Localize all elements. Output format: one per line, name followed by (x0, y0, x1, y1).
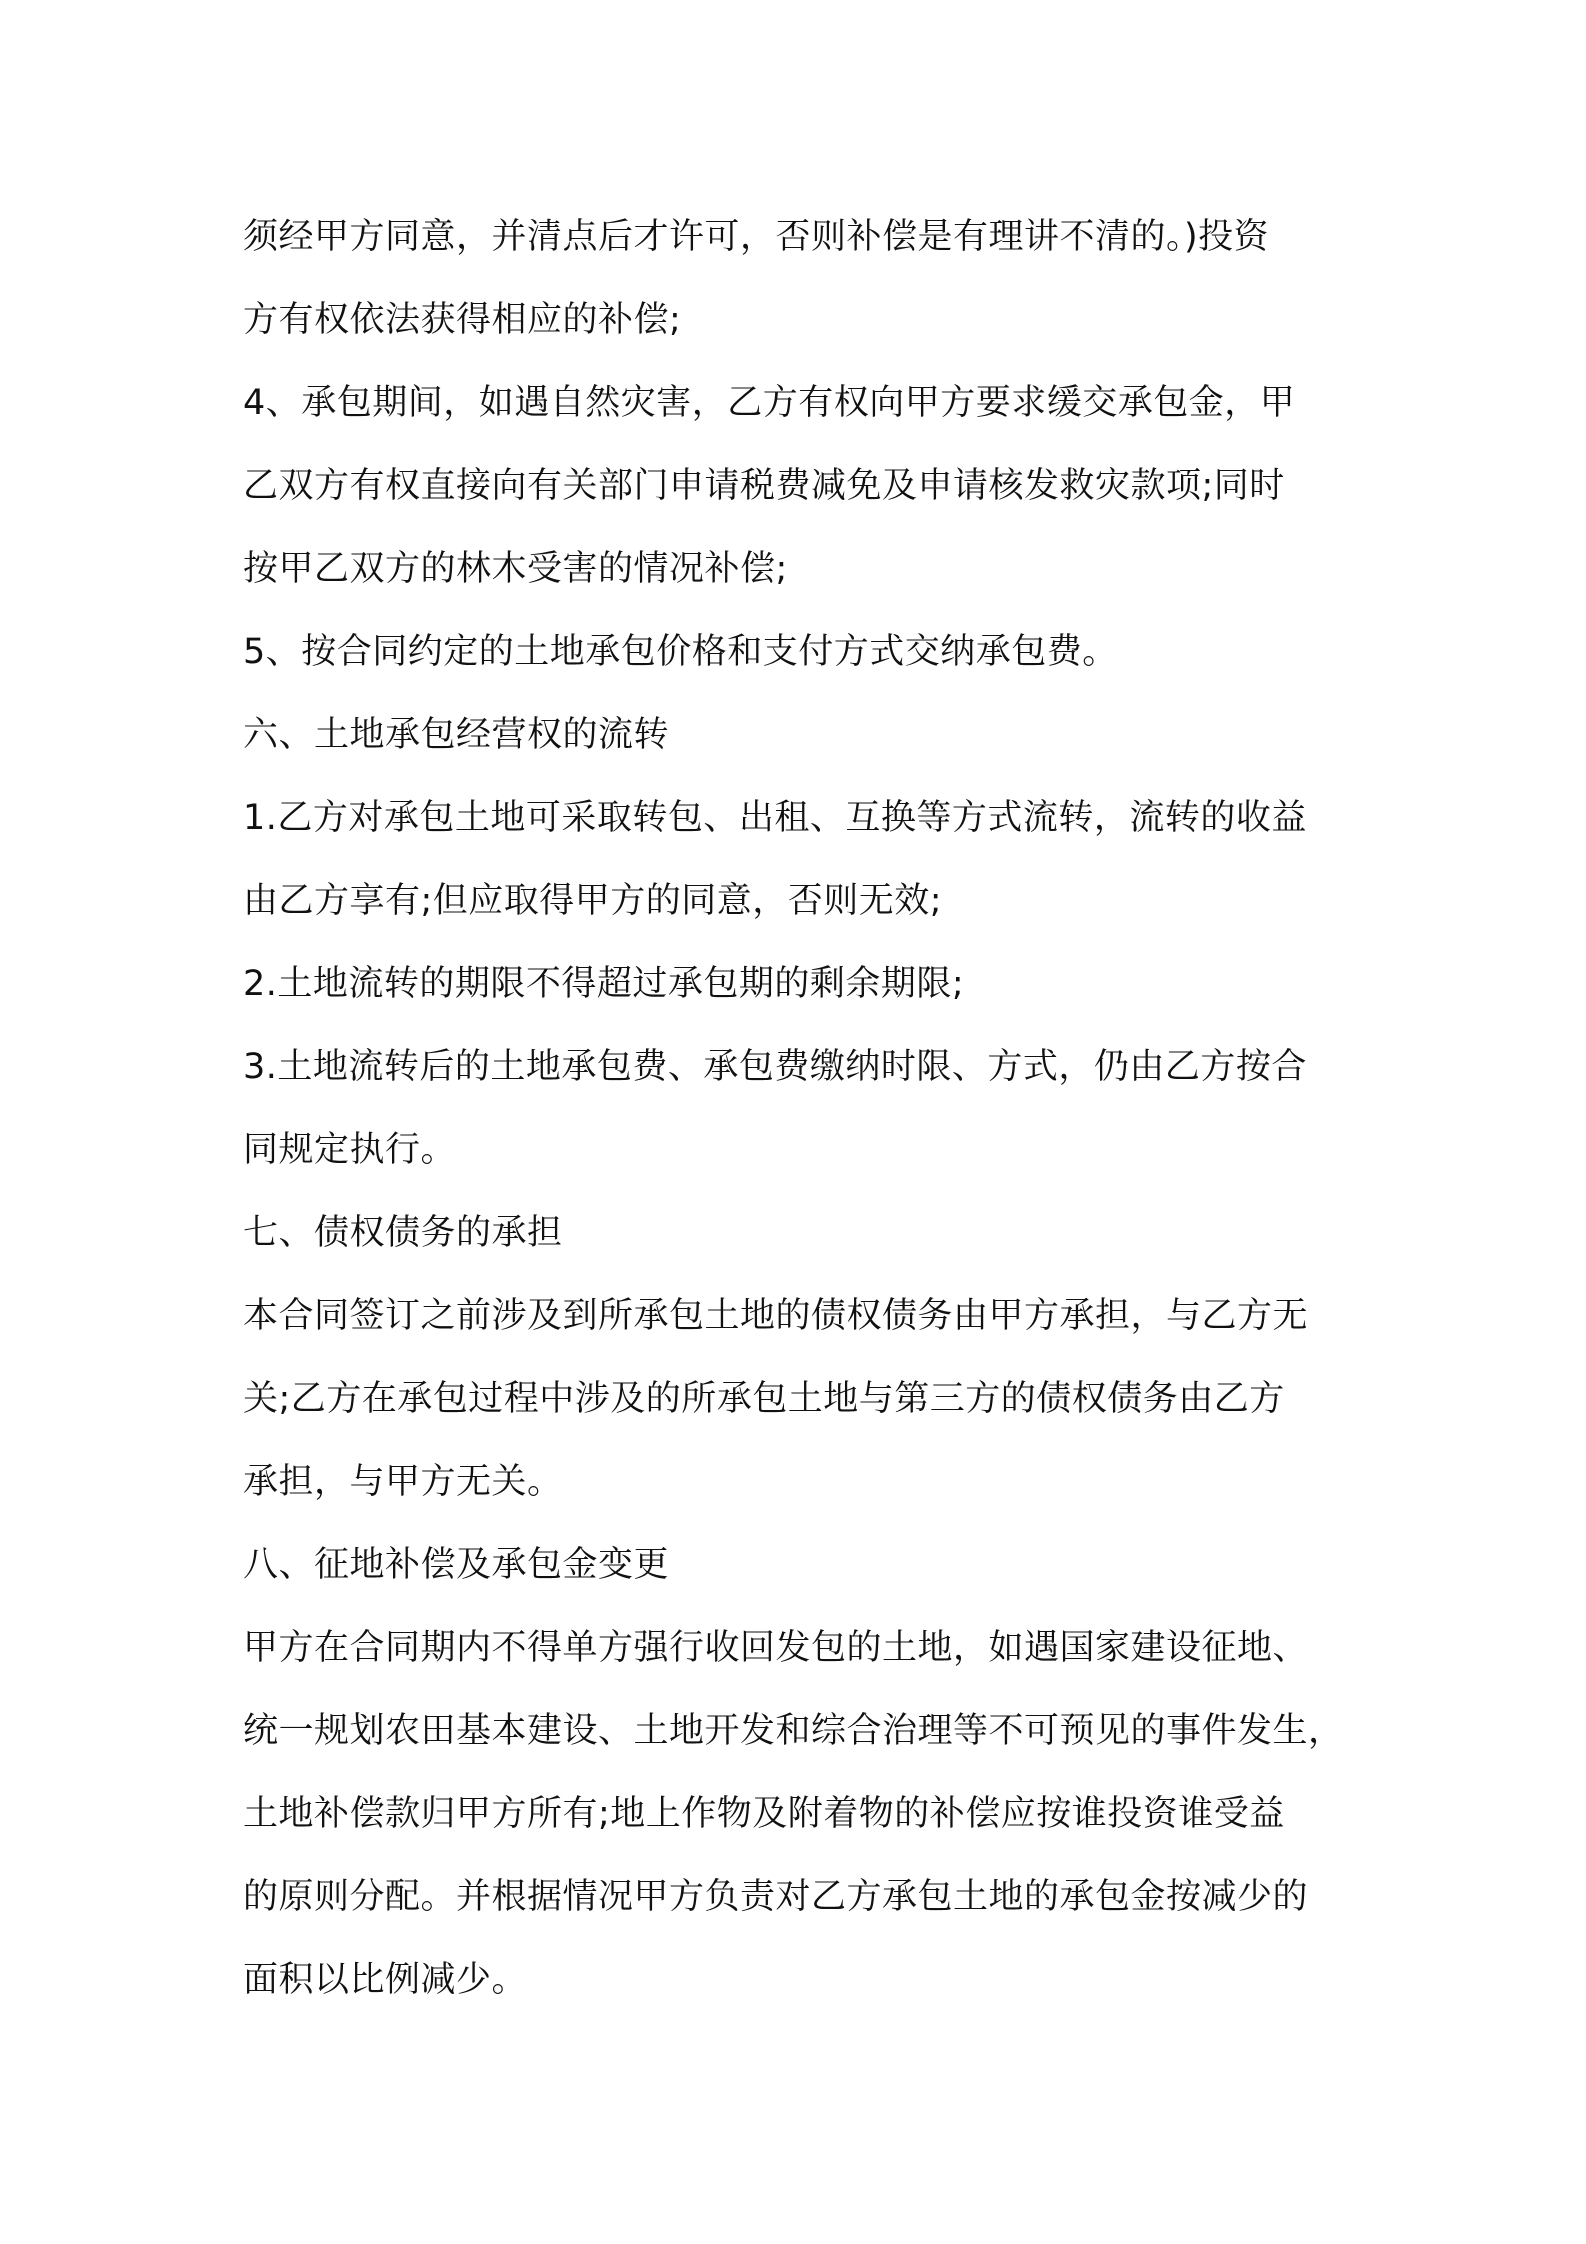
text-line: 按甲乙双方的林木受害的情况补偿; (243, 549, 788, 589)
text-line: 统一规划农田基本建设、土地开发和综合治理等不可预见的事件发生， (243, 1711, 1344, 1751)
text-line: 同规定执行。 (243, 1130, 457, 1170)
text-line: 关;乙方在承包过程中涉及的所承包土地与第三方的债权债务由乙方 (243, 1379, 1285, 1419)
section-heading: 六、土地承包经营权的流转 (243, 715, 670, 755)
text-line: 须经甲方同意，并清点后才许可，否则补偿是有理讲不清的。)投资 (243, 217, 1270, 257)
text-line: 承担，与甲方无关。 (243, 1462, 563, 1502)
text-line: 3.土地流转后的土地承包费、承包费缴纳时限、方式，仍由乙方按合 (243, 1047, 1307, 1087)
text-line: 2.土地流转的期限不得超过承包期的剩余期限; (243, 964, 965, 1004)
text-line: 由乙方享有;但应取得甲方的同意，否则无效; (243, 881, 943, 921)
text-line: 甲方在合同期内不得单方强行收回发包的土地，如遇国家建设征地、 (243, 1628, 1309, 1668)
text-line: 面积以比例减少。 (243, 1960, 528, 2000)
text-line: 乙双方有权直接向有关部门申请税费减免及申请核发救灾款项;同时 (243, 466, 1285, 506)
text-line: 1.乙方对承包土地可采取转包、出租、互换等方式流转，流转的收益 (243, 798, 1307, 838)
text-line: 4、承包期间，如遇自然灾害，乙方有权向甲方要求缓交承包金，甲 (243, 383, 1296, 423)
text-line: 的原则分配。并根据情况甲方负责对乙方承包土地的承包金按减少的 (243, 1877, 1309, 1917)
text-line: 土地补偿款归甲方所有;地上作物及附着物的补偿应按谁投资谁受益 (243, 1794, 1285, 1834)
section-heading: 八、征地补偿及承包金变更 (243, 1545, 670, 1585)
document-body (243, 196, 1353, 2022)
text-line: 本合同签订之前涉及到所承包土地的债权债务由甲方承担，与乙方无 (243, 1296, 1309, 1336)
text-line: 方有权依法获得相应的补偿; (243, 300, 682, 340)
text-line: 5、按合同约定的土地承包价格和支付方式交纳承包费。 (243, 632, 1118, 672)
section-heading: 七、债权债务的承担 (243, 1213, 563, 1253)
